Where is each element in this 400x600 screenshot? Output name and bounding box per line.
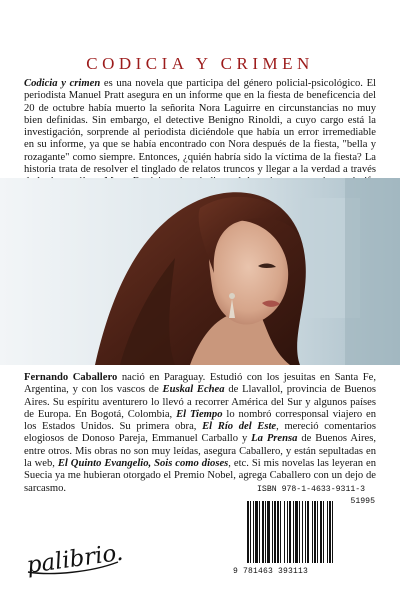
barcode-stripe [305, 501, 306, 563]
bio-text-6: , etc. Si mis novelas las leyeran en Suecia ya me hubieran otorgado el Premio Nobel, agrega Caballero con un dejo de sarcasmo. [24, 458, 376, 494]
bio-italic-5: El Quinto Evangelio, Sois como dioses [57, 458, 229, 470]
barcode [233, 483, 377, 581]
barcode-stripe [277, 501, 279, 563]
bio-italic-3: El Río del Este [202, 421, 277, 433]
barcode-stripe [250, 501, 251, 563]
barcode-stripe [327, 501, 328, 563]
bio-text-2: de Llavallol, provincia de Buenos Aires. Su espíritu aventurero lo llevó a recorrer América del Sur y algunos países de Europa. En Bogotá, Colombia, [24, 384, 376, 420]
barcode-stripe [295, 501, 298, 563]
isbn-label: ISBN 978-1-4633-9311-3 [257, 485, 366, 494]
barcode-stripe [302, 501, 303, 563]
barcode-stripe [253, 501, 254, 563]
barcode-stripe [293, 501, 294, 563]
barcode-stripe [332, 501, 333, 563]
barcode-stripe [323, 501, 324, 563]
barcode-digits: 9 781463 393113 [233, 567, 309, 576]
publisher-logo [22, 532, 132, 580]
bio-text-1: nació en Paraguay. Estudió con los jesuitas en Santa Fe, Argentina, y con los vascos de [24, 372, 376, 396]
barcode-stripe [280, 501, 281, 563]
barcode-stripe [320, 501, 322, 563]
bio-text-3: lo nombró corresponsal viajero en los Estados Unidos. Su primera obra, [24, 408, 377, 433]
cover-photo-woman [0, 178, 400, 365]
bio-italic-4: La Prensa [251, 433, 298, 445]
synopsis-book-title: Codicia y crimen [24, 78, 101, 89]
barcode-stripe [272, 501, 273, 563]
barcode-bars [233, 497, 377, 567]
barcode-stripe [267, 501, 270, 563]
barcode-stripe [289, 501, 291, 563]
barcode-stripe [314, 501, 316, 563]
barcode-stripe [284, 501, 285, 563]
bio-text-5: de Buenos Aires, entre otros. Mis obras no son muy leídas, asegura Caballero, y están sepultadas en la web, [24, 433, 376, 470]
price-code: 51995 [350, 497, 375, 506]
barcode-stripe [317, 501, 318, 563]
barcode-stripe [274, 501, 276, 563]
barcode-stripe [299, 501, 300, 563]
barcode-stripe [307, 501, 309, 563]
barcode-stripe [247, 501, 249, 563]
back-cover-title: CODICIA Y CRIMEN [86, 54, 314, 73]
synopsis-text: es una novela que participa del género policial-psicológico. El periodista Manuel Pratt asegura en un informe que en la fiesta de beneficencia del 20 de octubre había muerto la señorita Nora Laguirre en circunstancias no muy bien definidas. Sin embargo, el detective Benigno Rinoldi, a cuyo cargo está la investigación, sorprende al periodista diciéndole que había un error irremediable en su informe, ya que se había encontrado con Nora después de la fiesta, "bella y rozagante" como siempre. Entonces, ¿quién habría sido la víctima de la fiesta? La historia trata de resolver el tinglado de relatos truncos y llegar a la verdad a través [24, 78, 377, 176]
barcode-stripe [255, 501, 258, 563]
publisher-logo-text: palibrio. [25, 539, 125, 579]
barcode-stripe [259, 501, 260, 563]
barcode-stripe [262, 501, 264, 563]
barcode-stripe [312, 501, 313, 563]
barcode-stripe [287, 501, 288, 563]
author-name: Fernando Caballero [24, 372, 118, 383]
barcode-stripe [265, 501, 266, 563]
bio-italic-1: Euskal Echea [162, 384, 225, 396]
barcode-stripe [329, 501, 331, 563]
author-bio [24, 372, 376, 495]
bio-text-4: , mereció comentarios elogiosos de Donoso Pareja, Emmanuel Carballo y [24, 421, 376, 445]
bio-italic-2: El Tiempo [176, 408, 223, 420]
